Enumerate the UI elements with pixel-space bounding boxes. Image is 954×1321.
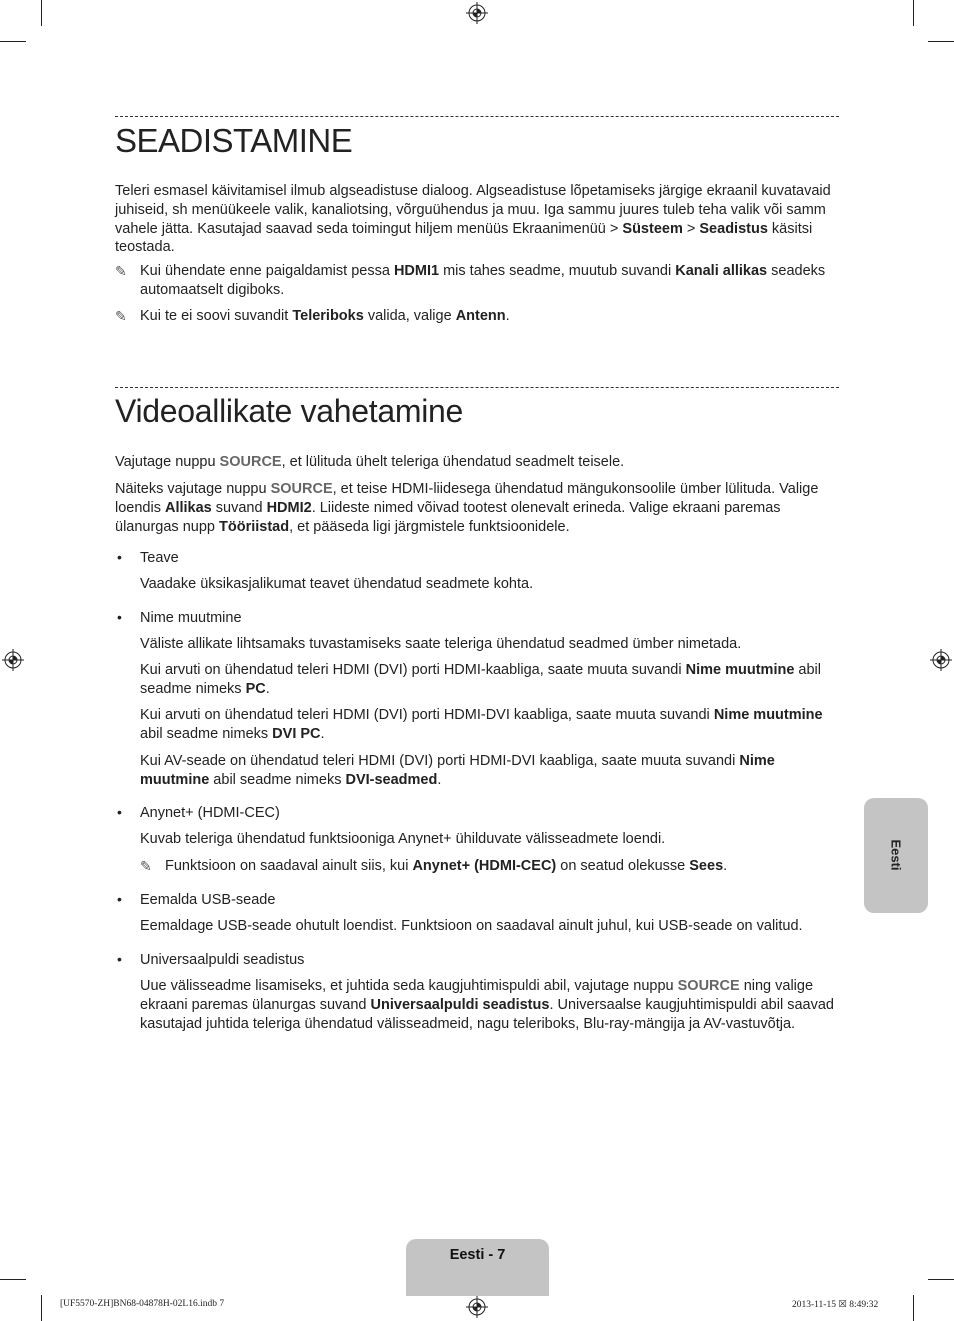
registration-mark-icon <box>466 1296 488 1318</box>
note-text: Kui te ei soovi suvandit Teleriboks valida, valige Antenn. <box>140 308 510 324</box>
item-text: Kui AV-seade on ühendatud teleri HDMI (DVI) porti HDMI-DVI kaabliga, saate muuta suvandi Nime muutmine abil seadme nimeks DVI-seadmed. <box>140 753 775 788</box>
source-keyword: SOURCE <box>270 481 333 497</box>
bold-term: Anynet+ (HDMI-CEC) <box>412 858 557 874</box>
bold-term: Universaalpuldi seadistus <box>370 996 550 1013</box>
registration-mark-icon <box>466 2 488 24</box>
item-heading: Teave <box>140 550 179 566</box>
section-title: SEADISTAMINE <box>115 122 353 159</box>
registration-mark-icon <box>930 649 952 671</box>
item-text: Kuvab teleriga ühendatud funktsiooniga Anynet+ ühilduvate välisseadmete loendi. <box>140 831 666 847</box>
page-number: Eesti - 7 <box>449 1247 506 1263</box>
page-number-box <box>406 1239 549 1296</box>
bold-term: Nime muutmine <box>685 662 795 678</box>
item-text: Eemaldage USB-seade ohutult loendist. Funktsioon on saadaval ainult juhul, kui USB-seade on valitud. <box>140 918 803 934</box>
bullet: • <box>117 549 122 565</box>
bold-term: Sees <box>689 858 724 874</box>
side-tab-label: Eesti <box>888 839 904 871</box>
crop-mark <box>0 1279 26 1280</box>
body-paragraph: Vajutage nuppu SOURCE, et lülituda ühelt teleriga ühendatud seadmelt teisele. <box>115 454 625 470</box>
language-side-tab <box>864 798 928 913</box>
bold-term: Süsteem <box>622 220 683 237</box>
bold-term: Teleriboks <box>292 308 364 324</box>
note-text: Funktsioon on saadaval ainult siis, kui Anynet+ (HDMI-CEC) on seatud olekusse Sees. <box>165 858 728 874</box>
section-divider <box>115 387 839 388</box>
item-heading: Eemalda USB-seade <box>140 892 276 908</box>
crop-mark <box>913 1295 914 1321</box>
body-paragraph: Näiteks vajutage nuppu SOURCE, et teise HDMI-liidesega ühendatud mängukonsoolile ümber lülituda. Valige loendis Allikas suvand HDMI2. Liidestе nimed võivad tootest olenevalt erineda. Valige ekraani paremas ülanurgas nupp Tööriistad, et pääseda ligi järgmistele funktsioonidele. <box>115 481 819 535</box>
pencil-note-icon: ✎ <box>140 858 152 874</box>
bold-term: Nime muutmine <box>140 753 775 788</box>
source-keyword: SOURCE <box>677 978 740 994</box>
intro-paragraph: Teleri esmasel käivitamisel ilmub algseadistuse dialoog. Algseadistuse lõpetamiseks järgige ekraanil kuvatavaid juhiseid, sh menüükeele valik, kanaliotsing, võrguühendus ja muu. Iga sammu juures tuleb teha valik või samm vahele jätta. Kasutajad saavad seda toimingut hiljem menüüs Ekraanimenüü > Süsteem > Seadistus käsitsi teostada. <box>115 183 831 256</box>
item-heading: Universaalpuldi seadistus <box>140 952 305 968</box>
crop-mark <box>928 1279 954 1280</box>
bold-term: HDMI2 <box>266 499 312 516</box>
section-title: Videoallikate vahetamine <box>115 393 464 429</box>
bold-term: Seadistus <box>699 220 768 237</box>
bold-term: Tööriistad <box>219 518 290 535</box>
item-text: Väliste allikate lihtsamaks tuvastamiseks saate teleriga ühendatud seadmed ümber nimetada. <box>140 636 742 652</box>
footer-timestamp: 2013-11-15 ☒ 8:49:32 <box>792 1300 879 1310</box>
bullet: • <box>117 609 122 625</box>
registration-mark-icon <box>2 649 24 671</box>
item-text: Uue välisseadme lisamiseks, et juhtida seda kaugjuhtimispuldi abil, vajutage nuppu SOURCE ning valige ekraani paremas ülanurgas suvand Universaalpuldi seadistus. Universaalse kaugjuhtimispuldi abil saavad kasutajad juhtida teleriga ühendatud välisseadmeid, nagu teleriboks, Blu-ray-mängija ja AV-vastuvõtja. <box>140 978 834 1032</box>
bullet: • <box>117 891 122 907</box>
bold-term: Nime muutmine <box>713 707 823 723</box>
item-text: Kui arvuti on ühendatud teleri HDMI (DVI) porti HDMI-DVI kaabliga, saate muuta suvandi Nime muutmine abil seadme nimeks DVI PC. <box>140 707 823 742</box>
bold-term: DVI PC <box>272 725 321 742</box>
bold-term: DVI-seadmed <box>345 771 438 788</box>
crop-mark <box>913 0 914 26</box>
source-keyword: SOURCE <box>219 454 282 470</box>
bold-term: Allikas <box>164 499 212 516</box>
pencil-note-icon: ✎ <box>115 263 127 279</box>
bold-term: PC <box>245 680 266 697</box>
section-divider <box>115 116 839 117</box>
bold-term: HDMI1 <box>393 263 440 279</box>
note-text: Kui ühendate enne paigaldamist pessa HDMI1 mis tahes seadme, muutub suvandi Kanali allikas seadeks automaatselt digiboks. <box>140 263 826 298</box>
item-text: Kui arvuti on ühendatud teleri HDMI (DVI) porti HDMI-kaabliga, saate muuta suvandi Nime muutmine abil seadme nimeks PC. <box>140 662 821 697</box>
item-heading: Anynet+ (HDMI-CEC) <box>140 805 280 821</box>
bullet: • <box>117 951 122 967</box>
footer-file-info: [UF5570-ZH]BN68-04878H-02L16.indb 7 <box>60 1299 225 1309</box>
item-heading: Nime muutmine <box>140 610 242 626</box>
item-text: Vaadake üksikasjalikumat teavet ühendatud seadmete kohta. <box>140 576 534 592</box>
bold-term: Antenn <box>455 308 506 324</box>
crop-mark <box>41 0 42 26</box>
crop-mark <box>928 41 954 42</box>
pencil-note-icon: ✎ <box>115 308 127 324</box>
bold-term: Kanali allikas <box>675 263 768 279</box>
crop-mark <box>0 41 26 42</box>
crop-mark <box>41 1295 42 1321</box>
bullet: • <box>117 804 122 820</box>
